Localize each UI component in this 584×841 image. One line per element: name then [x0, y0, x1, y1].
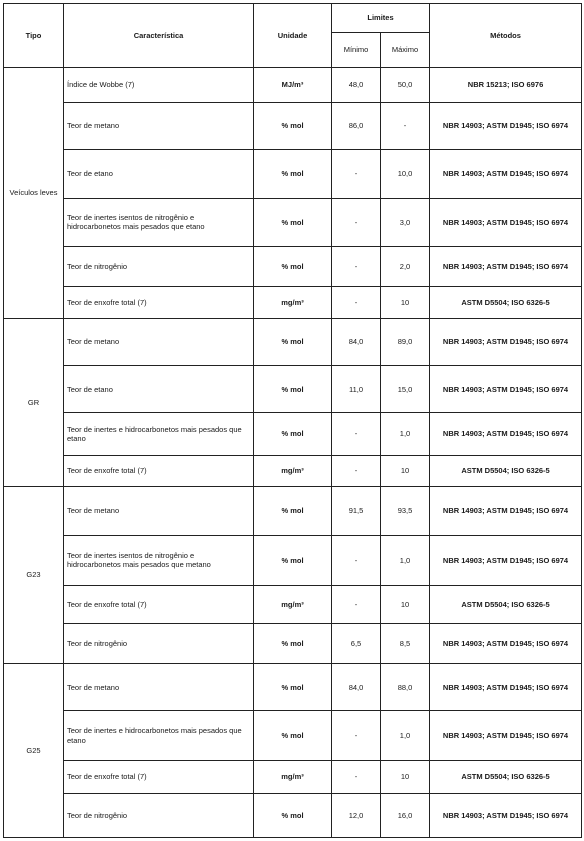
- table-row: [4, 68, 582, 103]
- minimo-cell: 11,0: [332, 366, 381, 413]
- caracteristica-cell: Teor de etano: [64, 366, 254, 413]
- table-row: [4, 535, 582, 586]
- caracteristica-cell: Teor de metano: [64, 102, 254, 149]
- maximo-cell: 88,0: [381, 664, 430, 711]
- minimo-cell: -: [332, 247, 381, 287]
- caracteristica-cell: Índice de Wobbe (7): [64, 68, 254, 103]
- metodos-cell: NBR 15213; ISO 6976: [430, 68, 582, 103]
- caracteristica-cell: Teor de inertes isentos de nitrogênio e hidrocarbonetos mais pesados que etano: [64, 198, 254, 246]
- table-row: [4, 624, 582, 664]
- unidade-cell: % mol: [254, 487, 332, 535]
- maximo-cell: 93,5: [381, 487, 430, 535]
- metodos-cell: NBR 14903; ASTM D1945; ISO 6974: [430, 150, 582, 198]
- unidade-cell: % mol: [254, 150, 332, 198]
- metodos-cell: ASTM D5504; ISO 6326-5: [430, 586, 582, 624]
- specification-table: [3, 3, 582, 838]
- maximo-cell: -: [381, 102, 430, 149]
- metodos-cell: NBR 14903; ASTM D1945; ISO 6974: [430, 366, 582, 413]
- minimo-cell: -: [332, 586, 381, 624]
- minimo-cell: -: [332, 711, 381, 761]
- caracteristica-cell: Teor de nitrogênio: [64, 247, 254, 287]
- maximo-cell: 10,0: [381, 150, 430, 198]
- metodos-cell: NBR 14903; ASTM D1945; ISO 6974: [430, 664, 582, 711]
- minimo-cell: 48,0: [332, 68, 381, 103]
- table-row: [4, 413, 582, 455]
- caracteristica-cell: Teor de inertes e hidrocarbonetos mais pesados que etano: [64, 711, 254, 761]
- unidade-cell: % mol: [254, 413, 332, 455]
- minimo-cell: 84,0: [332, 318, 381, 365]
- table-row: [4, 150, 582, 198]
- caracteristica-cell: Teor de etano: [64, 150, 254, 198]
- header-unidade: Unidade: [254, 4, 332, 68]
- caracteristica-cell: Teor de enxofre total (7): [64, 455, 254, 487]
- table-body: [4, 68, 582, 838]
- unidade-cell: mg/m³: [254, 455, 332, 487]
- table-row: [4, 102, 582, 149]
- table-row: [4, 455, 582, 487]
- maximo-cell: 8,5: [381, 624, 430, 664]
- caracteristica-cell: Teor de enxofre total (7): [64, 586, 254, 624]
- caracteristica-cell: Teor de nitrogênio: [64, 793, 254, 837]
- minimo-cell: -: [332, 150, 381, 198]
- metodos-cell: NBR 14903; ASTM D1945; ISO 6974: [430, 198, 582, 246]
- table-row: [4, 247, 582, 287]
- unidade-cell: % mol: [254, 711, 332, 761]
- minimo-cell: -: [332, 198, 381, 246]
- unidade-cell: % mol: [254, 247, 332, 287]
- minimo-cell: 86,0: [332, 102, 381, 149]
- metodos-cell: NBR 14903; ASTM D1945; ISO 6974: [430, 413, 582, 455]
- metodos-cell: NBR 14903; ASTM D1945; ISO 6974: [430, 711, 582, 761]
- maximo-cell: 1,0: [381, 535, 430, 586]
- table-row: [4, 760, 582, 793]
- header-metodos: Métodos: [430, 4, 582, 68]
- minimo-cell: -: [332, 760, 381, 793]
- minimo-cell: 6,5: [332, 624, 381, 664]
- table-row: [4, 318, 582, 365]
- unidade-cell: % mol: [254, 624, 332, 664]
- header-limites: Limites: [332, 4, 430, 33]
- caracteristica-cell: Teor de inertes e hidrocarbonetos mais pesados que etano: [64, 413, 254, 455]
- table-row: [4, 586, 582, 624]
- table-row: [4, 198, 582, 246]
- metodos-cell: NBR 14903; ASTM D1945; ISO 6974: [430, 624, 582, 664]
- metodos-cell: NBR 14903; ASTM D1945; ISO 6974: [430, 487, 582, 535]
- minimo-cell: -: [332, 287, 381, 319]
- unidade-cell: % mol: [254, 102, 332, 149]
- caracteristica-cell: Teor de enxofre total (7): [64, 287, 254, 319]
- metodos-cell: NBR 14903; ASTM D1945; ISO 6974: [430, 318, 582, 365]
- metodos-cell: NBR 14903; ASTM D1945; ISO 6974: [430, 247, 582, 287]
- caracteristica-cell: Teor de nitrogênio: [64, 624, 254, 664]
- table-row: [4, 487, 582, 535]
- tipo-cell: G25: [4, 664, 64, 838]
- unidade-cell: % mol: [254, 793, 332, 837]
- unidade-cell: mg/m³: [254, 586, 332, 624]
- header-tipo: Tipo: [4, 4, 64, 68]
- maximo-cell: 2,0: [381, 247, 430, 287]
- metodos-cell: ASTM D5504; ISO 6326-5: [430, 455, 582, 487]
- maximo-cell: 10: [381, 760, 430, 793]
- header-minimo: Mínimo: [332, 33, 381, 68]
- maximo-cell: 50,0: [381, 68, 430, 103]
- metodos-cell: ASTM D5504; ISO 6326-5: [430, 287, 582, 319]
- unidade-cell: mg/m³: [254, 287, 332, 319]
- maximo-cell: 1,0: [381, 413, 430, 455]
- maximo-cell: 3,0: [381, 198, 430, 246]
- minimo-cell: -: [332, 413, 381, 455]
- maximo-cell: 15,0: [381, 366, 430, 413]
- header-maximo: Máximo: [381, 33, 430, 68]
- maximo-cell: 16,0: [381, 793, 430, 837]
- caracteristica-cell: Teor de metano: [64, 318, 254, 365]
- maximo-cell: 10: [381, 287, 430, 319]
- table-row: [4, 287, 582, 319]
- header-caracteristica: Característica: [64, 4, 254, 68]
- metodos-cell: NBR 14903; ASTM D1945; ISO 6974: [430, 102, 582, 149]
- unidade-cell: MJ/m³: [254, 68, 332, 103]
- minimo-cell: 12,0: [332, 793, 381, 837]
- table-row: [4, 366, 582, 413]
- unidade-cell: % mol: [254, 366, 332, 413]
- maximo-cell: 10: [381, 455, 430, 487]
- table-row: [4, 711, 582, 761]
- metodos-cell: NBR 14903; ASTM D1945; ISO 6974: [430, 793, 582, 837]
- caracteristica-cell: Teor de metano: [64, 487, 254, 535]
- unidade-cell: % mol: [254, 664, 332, 711]
- maximo-cell: 10: [381, 586, 430, 624]
- unidade-cell: % mol: [254, 318, 332, 365]
- unidade-cell: % mol: [254, 198, 332, 246]
- caracteristica-cell: Teor de metano: [64, 664, 254, 711]
- table-row: [4, 793, 582, 837]
- tipo-cell: Veículos leves: [4, 68, 64, 319]
- caracteristica-cell: Teor de enxofre total (7): [64, 760, 254, 793]
- metodos-cell: ASTM D5504; ISO 6326-5: [430, 760, 582, 793]
- unidade-cell: % mol: [254, 535, 332, 586]
- tipo-cell: G23: [4, 487, 64, 664]
- metodos-cell: NBR 14903; ASTM D1945; ISO 6974: [430, 535, 582, 586]
- maximo-cell: 89,0: [381, 318, 430, 365]
- minimo-cell: -: [332, 535, 381, 586]
- minimo-cell: 91,5: [332, 487, 381, 535]
- maximo-cell: 1,0: [381, 711, 430, 761]
- minimo-cell: -: [332, 455, 381, 487]
- minimo-cell: 84,0: [332, 664, 381, 711]
- table-row: [4, 664, 582, 711]
- unidade-cell: mg/m³: [254, 760, 332, 793]
- tipo-cell: GR: [4, 318, 64, 487]
- caracteristica-cell: Teor de inertes isentos de nitrogênio e hidrocarbonetos mais pesados que metano: [64, 535, 254, 586]
